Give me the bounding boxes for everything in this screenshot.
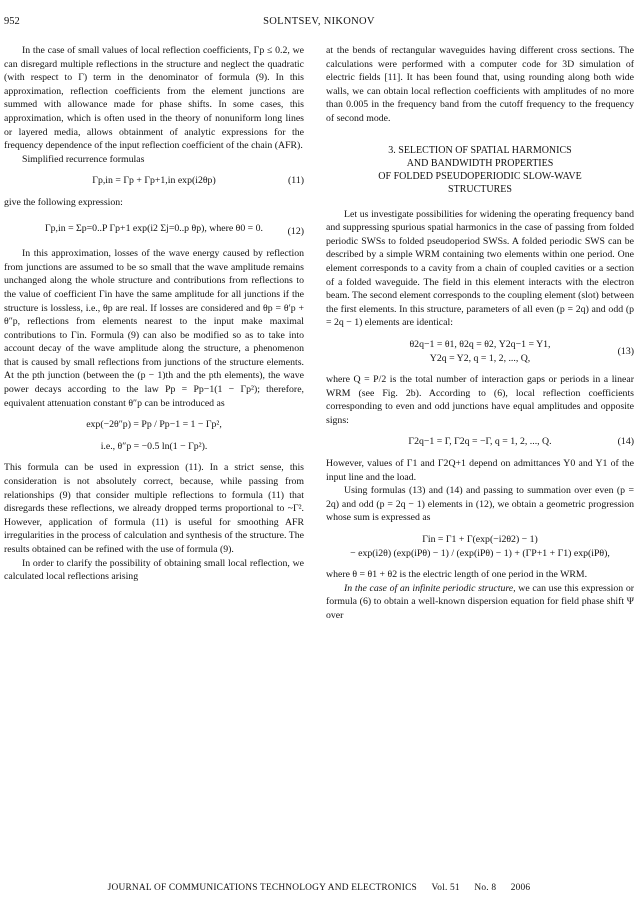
paragraph-recurrence-intro: Simplified recurrence formulas: [22, 153, 145, 165]
page-header: [0, 16, 638, 30]
left-column: [4, 44, 304, 584]
right-column: [326, 44, 634, 623]
equation-12-body: Γp,in = Σp=0..P Γp+1 exp(i2 Σj=0..p θp), where θ0 = 0.: [44, 222, 263, 234]
equation-13-line-2: Y2q = Y2, q = 1, 2, ..., Q,: [429, 352, 531, 364]
equation-12-number: (12): [287, 226, 304, 238]
equation-13-number: (13): [617, 345, 634, 357]
equation-11: [4, 174, 304, 188]
paragraph-losses: In this approximation, losses of the wave energy caused by reflection from junctions are assumed to be so small that the wave amplitude remains unchanged along the whole structure and contributions from reflections to the value of coefficient Γin have the same amplitude for all junctions if the structure is lossless, i.e., θp are real. If losses are considered and θp = θ′p + θ″p, reflections from elements nearest to the input make maximal contributions to Γin. Formula (9) can also be modified so as to take into account decay of the wave amplitude along the structure, a phenomenon that is caused by small reflections from junctions of the structure elements. At the pth junction (between the (p − 1)th and the pth elements), the wave power decays according to the law Pp = Pp−1(1 − Γp²); therefore, equivalent attenuation constant θ″p can be introduced as: [4, 248, 304, 409]
equation-14-body: Γ2q−1 = Γ, Γ2q = −Γ, q = 1, 2, ..., Q.: [408, 436, 552, 448]
paragraph-waveguide-bends: at the bends of rectangular waveguides having different cross sections. The calculations were performed with a computer code for 3D simulation of electric fields [11]. It has been found that, using rounding along both wide walls, we can obtain local reflection coefficients with amplitudes of no more than 0.005 in the frequency band from the cutoff frequency to the frequency of second mode.: [326, 45, 634, 124]
section-heading-line-4: STRUCTURES: [448, 183, 512, 195]
page-number: 952: [4, 16, 20, 27]
journal-number: No. 8: [474, 883, 497, 893]
page-footer: [0, 883, 638, 893]
journal-volume: Vol. 51: [431, 883, 460, 893]
equation-15-line-1: Γin = Γ1 + Γ(exp(−i2θ2) − 1): [422, 534, 538, 546]
section-heading-line-3: OF FOLDED PSEUDOPERIODIC SLOW-WAVE: [378, 170, 582, 182]
equation-12: [4, 222, 304, 236]
paragraph-geometric-progression: Using formulas (13) and (14) and passing to summation over even (p = 2q) and odd (p = 2q − 1) elements in (12), we obtain a geometric progression whose sum is expressed as: [326, 485, 634, 524]
paragraph-admittances: However, values of Γ1 and Γ2Q+1 depend on admittances Y0 and Y1 of the input line and the load.: [326, 458, 634, 483]
paragraph-electric-length: where θ = θ1 + θ2 is the electric length of one period in the WRM.: [326, 569, 588, 581]
equation-11-number: (11): [288, 175, 304, 187]
paragraph-formula-usage: This formula can be used in expression (11). In a strict sense, this consideration is not absolutely correct, because, while passing from relationships (9) that consider multiple reflections to formula (11) that disregards these reflections, we already dropped terms proportional to ~Γ². However, application of formula (11) is useful for smoothing AFR irregularities in the process of calculation and synthesis of the structure. The results obtained can be refined with the use of formula (9).: [4, 462, 304, 555]
equation-attenuation-body: exp(−2θ″p) = Pp / Pp−1 = 1 − Γp²,: [86, 419, 222, 431]
section-heading: [326, 144, 634, 196]
equation-14: [326, 435, 634, 449]
equation-attenuation-ie-body: i.e., θ″p = −0.5 ln(1 − Γp²).: [100, 440, 208, 452]
paragraph-give-expression: give the following expression:: [4, 196, 123, 208]
equation-attenuation: [4, 418, 304, 432]
equation-15: [326, 533, 634, 560]
equation-13: [326, 338, 634, 365]
section-heading-line-2: AND BANDWIDTH PROPERTIES: [406, 157, 554, 169]
infinite-structure-italic: In the case of an infinite periodic structure,: [344, 582, 516, 594]
paragraph-interaction-gaps: where Q = P/2 is the total number of interaction gaps or periods in a linear WRM (see Fig. 2b). According to (6), local reflection coefficients corresponding to even and odd junctions have equal amplitudes and opposite signs:: [326, 374, 634, 426]
equation-13-line-1: θ2q−1 = θ1, θ2q = θ2, Y2q−1 = Y1,: [409, 338, 551, 350]
equation-attenuation-ie: [4, 440, 304, 454]
infinite-structure-rest: we can use this expression or formula (6) to obtain a well-known dispersion equation for field phase shift Ψ over: [326, 582, 634, 621]
equation-11-body: Γp,in = Γp + Γp+1,in exp(i2θp): [92, 175, 216, 187]
running-title: SOLNTSEV, NIKONOV: [263, 16, 375, 27]
journal-name: JOURNAL OF COMMUNICATIONS TECHNOLOGY AND ELECTRONICS: [107, 883, 417, 893]
section-heading-line-1: 3. SELECTION OF SPATIAL HARMONICS: [388, 144, 572, 156]
paragraph-small-reflections: In the case of small values of local reflection coefficients, Γp ≤ 0.2, we can disregard multiple reflections in the structure and neglect the quadratic (with respect to Γ) term in the denominator of formula (9). In this approximation, reflection coefficients from the element junctions are summed with allowance made for phase shifts. In some cases, this approximation, which is often used in the theory of nonuniform long lines or layered media, allows obtainment of analytic expressions for the frequency dependence of the input reflection coefficient of the chain (AFR).: [4, 45, 304, 152]
paragraph-local-reflection: In order to clarify the possibility of obtaining small local reflection, we calculated local reflections arising: [4, 557, 304, 583]
paragraph-investigation: Let us investigate possibilities for widening the operating frequency band and suppressing spurious spatial harmonics in the case of passing from folded periodic SWSs to folded pseudoperiod SWSs. A folded periodic SWS can be described by a simple WRM containing two elements within one period. One element corresponds to a cavity from a chain of coupled cavities or a section of a folded waveguide. The field in this element interacts with the electron beam. The second element corresponds to the coupling element (slot) between the first elements. In this structure, parameters of all even (p = 2q) and odd (p = 2q − 1) elements are identical:: [326, 208, 634, 329]
equation-14-number: (14): [617, 436, 634, 448]
paragraph-infinite-structure: [326, 582, 634, 623]
equation-15-line-2: − exp(i2θ) (exp(iPθ) − 1) / (exp(iPθ) − 1) + (ΓP+1 + Γ1) exp(iPθ),: [350, 547, 610, 559]
journal-year: 2006: [510, 883, 531, 893]
